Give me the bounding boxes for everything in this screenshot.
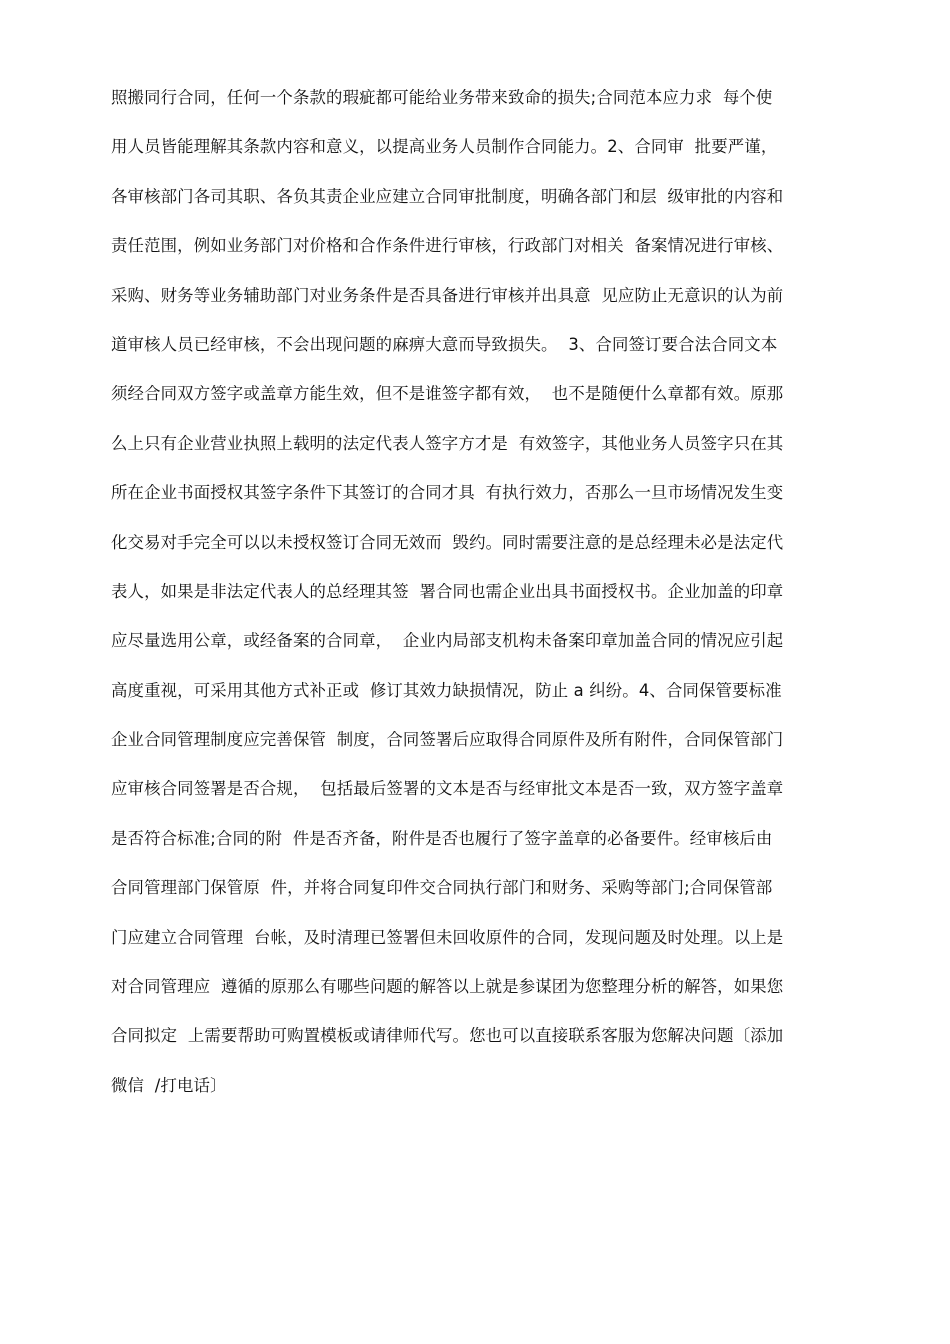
text-line: 化交易对手完全可以以未授权签订合同无效而 毁约。同时需要注意的是总经理未必是法定代 <box>111 532 784 552</box>
text-line: 道审核人员已经审核，不会出现问题的麻痹大意而导致损失。 3、合同签订要合法合同文本 <box>111 334 778 354</box>
text-line: 照搬同行合同，任何一个条款的瑕疵都可能给业务带来致命的损失;合同范本应力求 每个使 <box>111 88 773 107</box>
text-line: 责任范围，例如业务部门对价格和合作条件进行审核，行政部门对相关 备案情况进行审核、 <box>111 236 784 256</box>
text-line: 各审核部门各司其职、各负其责企业应建立合同审批制度，明确各部门和层 级审批的内容和 <box>111 186 784 206</box>
text-line: 应审核合同签署是否合规， 包括最后签署的文本是否与经审批文本是否一致，双方签字盖章 <box>111 779 784 799</box>
text-line: 合同拟定 上需要帮助可购置模板或请律师代写。您也可以直接联系客服为您解决问题〔添加 <box>111 1026 784 1046</box>
text-line: 采购、财务等业务辅助部门对业务条件是否具备进行审核并出具意 见应防止无意识的认为前 <box>111 285 784 305</box>
text-line: 对合同管理应 遵循的原那么有哪些问题的解答以上就是参谋团为您整理分析的解答，如果您 <box>111 977 784 997</box>
text-line: 用人员皆能理解其条款内容和意义，以提高业务人员制作合同能力。2、合同审 批要严谨， <box>111 137 778 157</box>
text-line: 高度重视，可采用其他方式补正或 修订其效力缺损情况，防止 a 纠纷。4、合同保管要标准 <box>111 680 782 700</box>
text-line: 是否符合标准;合同的附 件是否齐备，附件是否也履行了签字盖章的必备要件。经审核后由 <box>111 828 773 848</box>
text-line: 合同管理部门保管原 件，并将合同复印件交合同执行部门和财务、采购等部门;合同保管部 <box>111 878 773 898</box>
text-line: 微信 /打电话〕 <box>111 1075 227 1095</box>
body-text <box>111 80 847 1117</box>
text-line: 门应建立合同管理 台帐，及时清理已签署但未回收原件的合同，发现问题及时处理。以上是 <box>111 927 784 947</box>
text-line: 所在企业书面授权其签字条件下其签订的合同才具 有执行效力，否那么一旦市场情况发生变 <box>111 483 784 503</box>
text-line: 么上只有企业营业执照上载明的法定代表人签字方才是 有效签字，其他业务人员签字只在其 <box>111 433 784 453</box>
text-line: 须经合同双方签字或盖章方能生效，但不是谁签字都有效， 也不是随便什么章都有效。原那 <box>111 384 784 404</box>
text-line: 表人，如果是非法定代表人的总经理其签 署合同也需企业出具书面授权书。企业加盖的印章 <box>111 581 784 601</box>
text-line: 应尽量选用公章，或经备案的合同章， 企业内局部支机构未备案印章加盖合同的情况应引起 <box>111 631 784 651</box>
text-line: 企业合同管理制度应完善保管 制度，合同签署后应取得合同原件及所有附件，合同保管部门 <box>111 730 784 750</box>
